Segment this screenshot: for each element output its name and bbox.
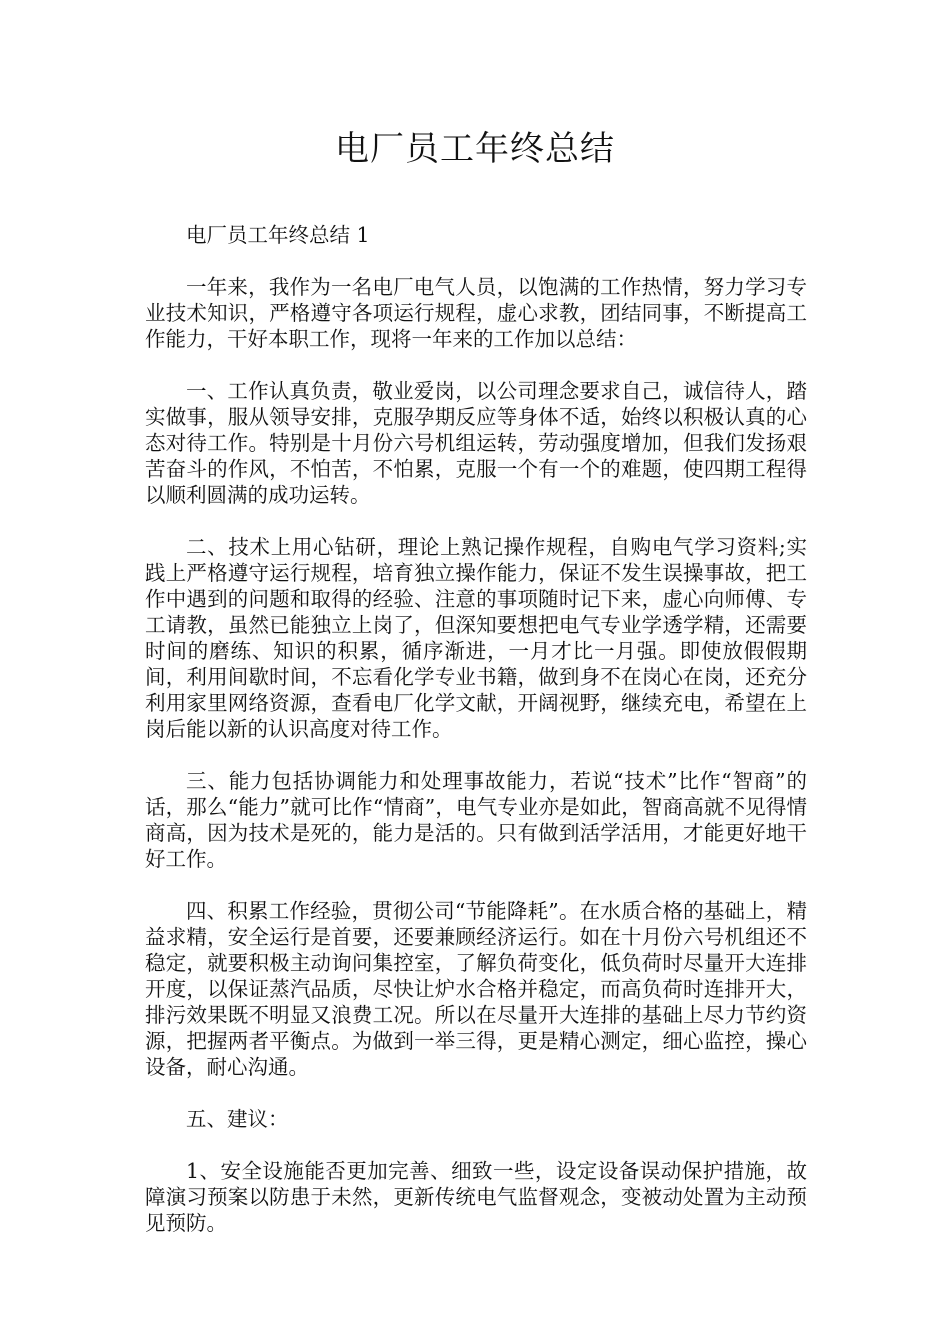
paragraph-suggestion-1: 1、安全设施能否更加完善、细致一些，设定设备误动保护措施，故障演习预案以防患于未然，更新传统电气监督观念，变被动处置为主动预见预防。 xyxy=(145,1159,807,1235)
paragraph-section-4: 四、积累工作经验，贯彻公司“节能降耗”。在水质合格的基础上，精益求精，安全运行是首要，还要兼顾经济运行。如在十月份六号机组还不稳定，就要积极主动询问集控室，了解负荷变化，低负荷时尽量开大连排开度，以保证蒸汽品质，尽快让炉水合格并稳定，而高负荷时连排开大，排污效果既不明显又浪费工况。所以在尽量开大连排的基础上尽力节约资源，把握两者平衡点。为做到一举三得，更是精心测定，细心监控，操心设备，耐心沟通。 xyxy=(145,899,807,1079)
paragraph-section-1: 一、工作认真负责，敬业爱岗，以公司理念要求自己，诚信待人，踏实做事，服从领导安排，克服孕期反应等身体不适，始终以积极认真的心态对待工作。特别是十月份六号机组运转，劳动强度增加，但我们发扬艰苦奋斗的作风，不怕苦，不怕累，克服一个有一个的难题，使四期工程得以顺利圆满的成功运转。 xyxy=(145,379,807,507)
paragraph-section-5-heading: 五、建议： xyxy=(186,1107,289,1131)
paragraph-section-3: 三、能力包括协调能力和处理事故能力，若说“技术”比作“智商”的话，那么“能力”就可比作“情商”，电气专业亦是如此，智商高就不见得情商高，因为技术是死的，能力是活的。只有做到活学活用，才能更好地干好工作。 xyxy=(145,769,807,871)
document-body xyxy=(145,222,807,1262)
document-title: 电厂员工年终总结 xyxy=(335,129,615,169)
paragraph-intro: 一年来，我作为一名电厂电气人员，以饱满的工作热情，努力学习专业技术知识，严格遵守各项运行规程，虚心求教，团结同事，不断提高工作能力，干好本职工作，现将一年来的工作加以总结： xyxy=(145,275,807,351)
paragraph-section-2: 二、技术上用心钻研，理论上熟记操作规程，自购电气学习资料;实践上严格遵守运行规程，培育独立操作能力，保证不发生误操事故，把工作中遇到的问题和取得的经验、注意的事项随时记下来，虚心向师傅、专工请教，虽然已能独立上岗了，但深知要想把电气专业学透学精，还需要时间的磨练、知识的积累，循序渐进，一月才比一月强。即使放假假期间，利用间歇时间，不忘看化学专业书籍，做到身不在岗心在岗，还充分利用家里网络资源，查看电厂化学文献，开阔视野，继续充电，希望在上岗后能以新的认识高度对待工作。 xyxy=(145,535,807,741)
section-heading: 电厂员工年终总结 1 xyxy=(186,223,370,247)
